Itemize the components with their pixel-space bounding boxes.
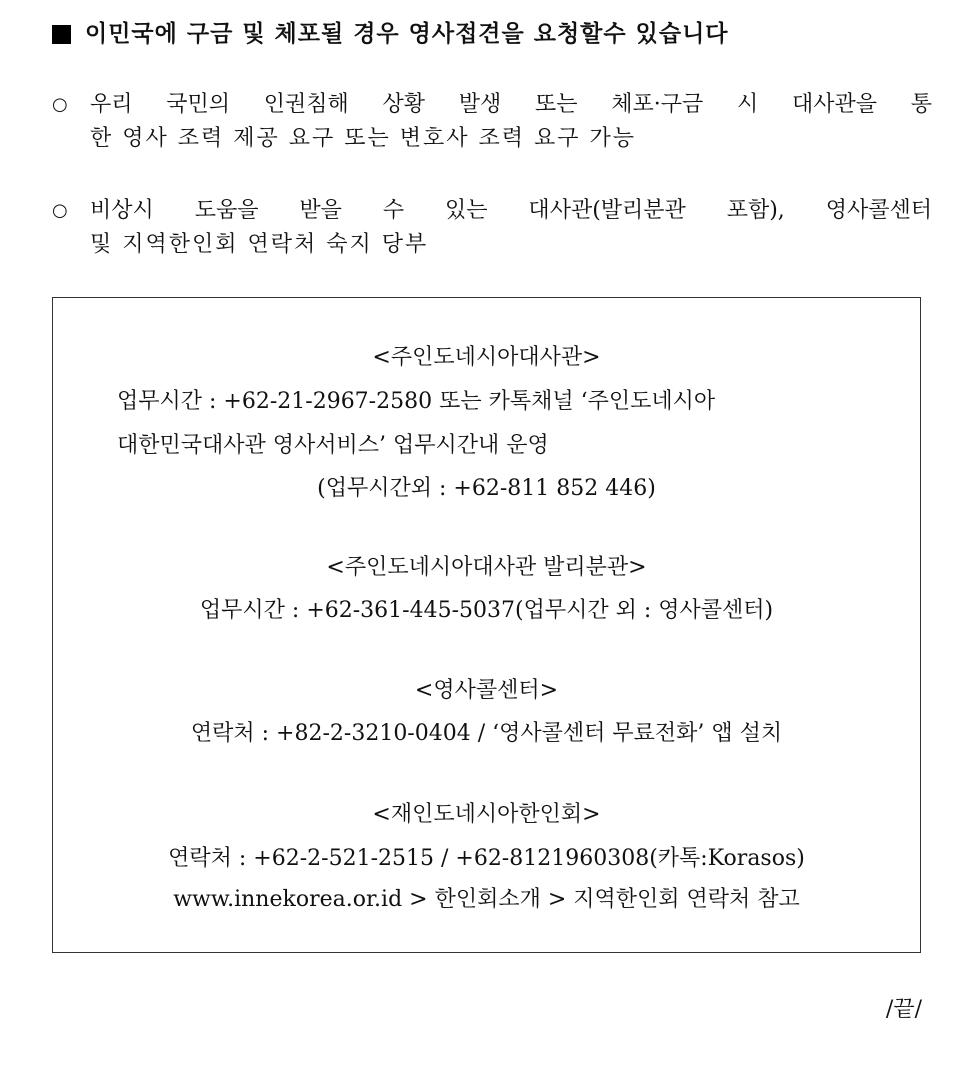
circle-bullet-icon: ○ xyxy=(52,200,70,221)
circle-bullet-icon: ○ xyxy=(52,94,70,115)
black-square-icon xyxy=(52,25,71,44)
call-center-contact: 연락처 : +82-2-3210-0404 / ‘영사콜센터 무료전화’ 앱 설치 xyxy=(190,721,783,746)
bali-hours: 업무시간 : +62-361-445-5037(업무시간 외 : 영사콜센터) xyxy=(199,598,774,623)
bullet-line: 한 영사 조력 제공 요구 또는 변호사 조력 요구 가능 xyxy=(90,126,636,151)
section-heading-text: 이민국에 구금 및 체포될 경우 영사접견을 요청할수 있습니다 xyxy=(85,21,729,47)
end-mark: /끝/ xyxy=(885,997,922,1022)
embassy-after-hours: (업무시간외 : +62-811 852 446) xyxy=(317,476,656,501)
bullet-line: 및 지역한인회 연락처 숙지 당부 xyxy=(90,232,429,257)
bali-title: <주인도네시아대사관 발리분관> xyxy=(326,555,647,580)
bullet-line: 비상시 도움을 받을 수 있는 대사관(발리분관 포함), 영사콜센터 xyxy=(90,198,932,223)
bullet-item-rights xyxy=(52,88,932,156)
bullet-item-contacts xyxy=(52,194,932,262)
call-center-title: <영사콜센터> xyxy=(414,678,559,703)
korean-assoc-title: <재인도네시아한인회> xyxy=(372,802,601,827)
contact-box xyxy=(52,297,921,953)
bullet-line: 우리 국민의 인권침해 상황 발생 또는 체포·구금 시 대사관을 통 xyxy=(90,92,932,117)
korean-assoc-website: www.innekorea.or.id > 한인회소개 > 지역한인회 연락처 참고 xyxy=(173,887,800,912)
embassy-hours-continued: 대한민국대사관 영사서비스’ 업무시간내 운영 xyxy=(117,433,549,458)
section-heading xyxy=(52,16,729,52)
korean-assoc-contact: 연락처 : +62-2-521-2515 / +62-8121960308(카톡:Korasos) xyxy=(168,846,805,871)
embassy-title: <주인도네시아대사관> xyxy=(372,345,601,370)
embassy-hours: 업무시간 : +62-21-2967-2580 또는 카톡채널 ‘주인도네시아 xyxy=(117,389,716,414)
